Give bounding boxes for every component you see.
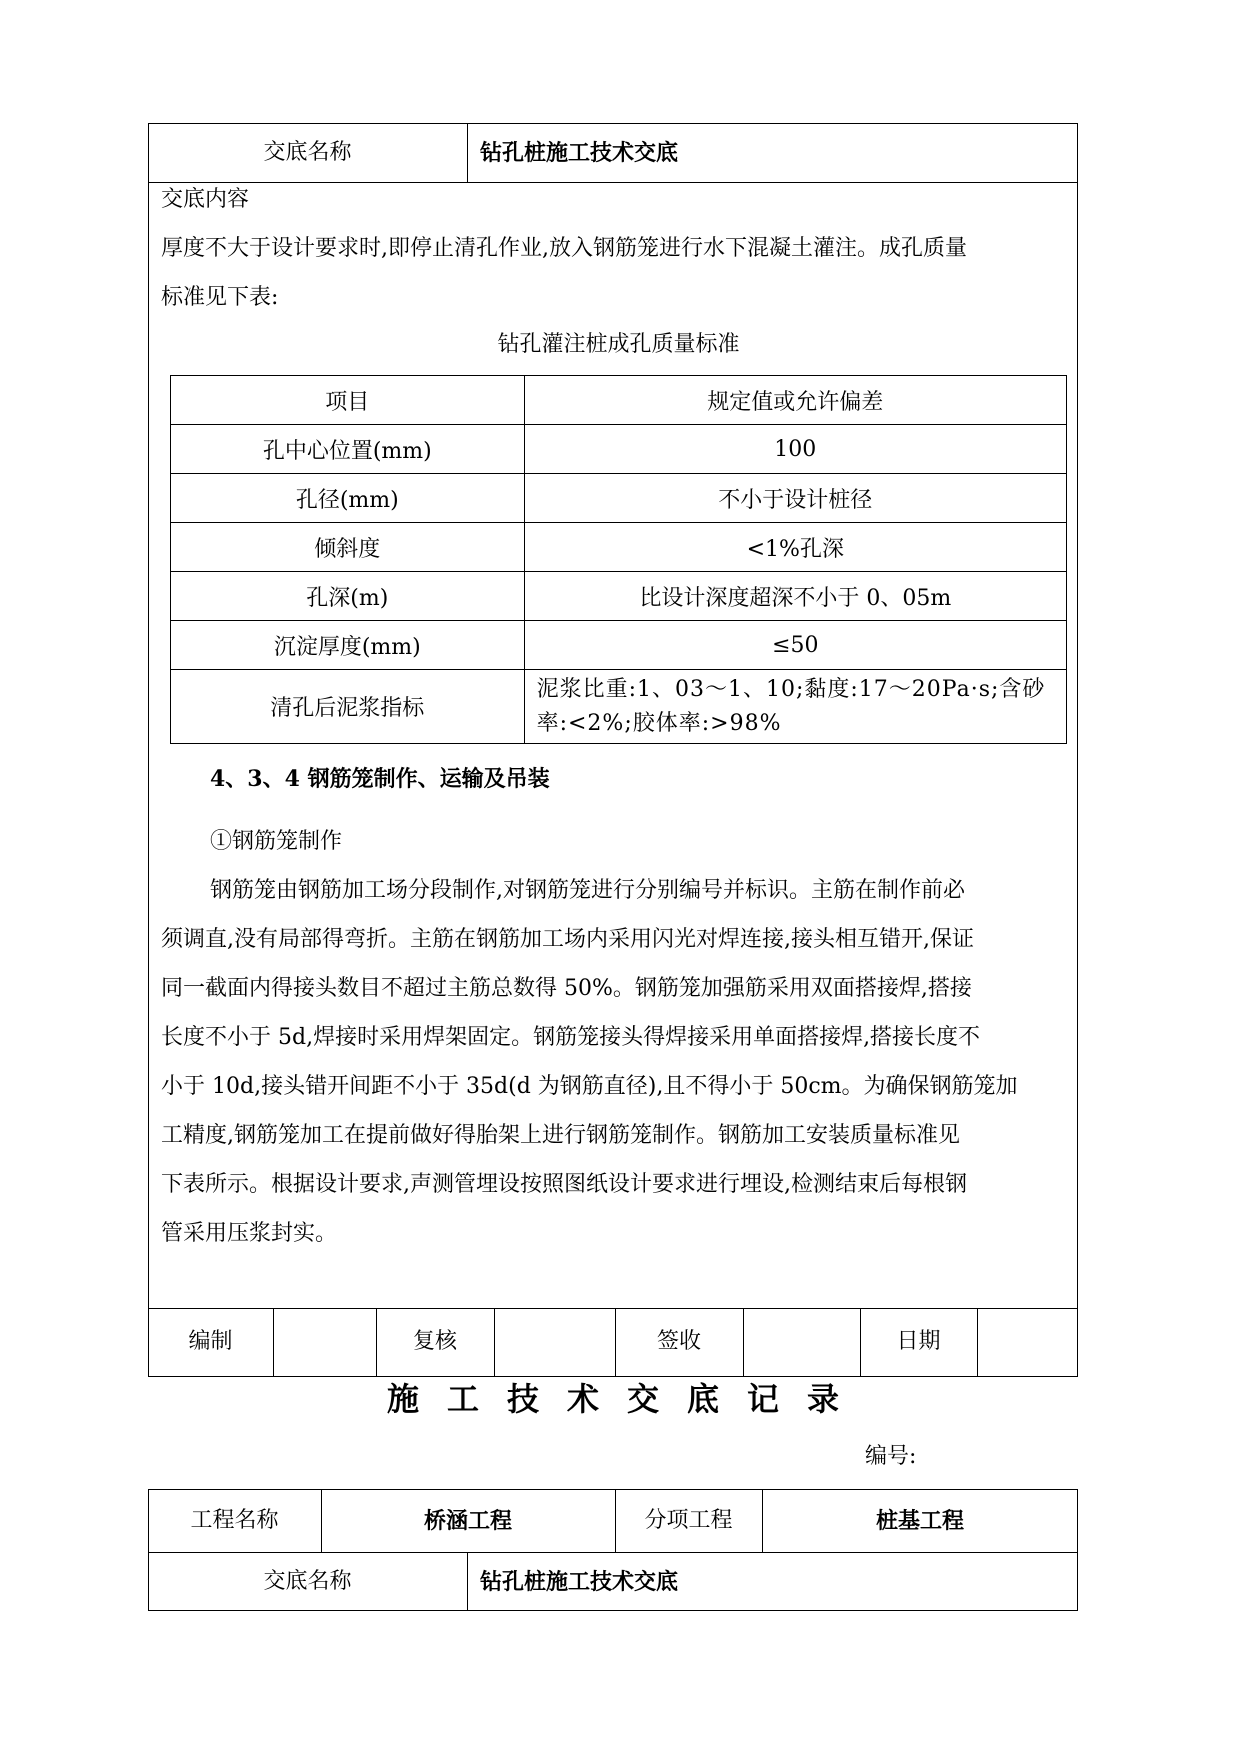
project-label: 工程名称 [190,1508,279,1533]
table-cell-value: ≤50 [524,621,1066,670]
col-header-item: 项目 [171,376,525,425]
col-header-value: 规定值或允许偏差 [524,376,1066,425]
project-value: 桥涵工程 [423,1508,512,1534]
body-line: 长度不小于 5d,焊接时采用焊架固定。钢筋笼接头得焊接采用单面搭接焊,搭接长度不 [161,1025,981,1050]
compile-signature-field[interactable] [274,1309,375,1376]
sheet2-row-divider [148,1552,1078,1553]
table-row [171,572,1067,621]
sheet2-name-label: 交底名称 [263,1569,352,1594]
quality-table-header-row [171,376,1067,425]
number-label: 编号: [865,1444,917,1469]
body-line: 管采用压浆封实。 [161,1221,338,1246]
sheet2-col-divider [467,1552,468,1611]
table-cell-value: 不小于设计桩径 [524,474,1066,523]
body-line: 钢筋笼由钢筋加工场分段制作,对钢筋笼进行分别编号并标识。主筋在制作前必 [210,878,965,903]
date-field[interactable] [978,1309,1077,1376]
receive-label: 签收 [656,1329,701,1354]
header-col-divider [467,123,468,182]
sheet1-name-value: 钻孔桩施工技术交底 [480,140,679,166]
table-cell-item: 倾斜度 [171,523,525,572]
sheet1-name-label: 交底名称 [263,140,352,165]
body-line: 下表所示。根据设计要求,声测管埋设按照图纸设计要求进行埋设,检测结束后每根钢 [161,1172,967,1197]
body-line: 小于 10d,接头错开间距不小于 35d(d 为钢筋直径),且不得小于 50cm。为确保钢筋笼加 [161,1074,1018,1099]
table-cell-value: 泥浆比重:1、03～1、10;黏度:17～20Pa·s;含砂率:<2%;胶体率:>98% [524,670,1066,744]
receive-signature-field[interactable] [744,1309,859,1376]
intro-line-2: 标准见下表: [161,285,279,310]
table-cell-value: 100 [524,425,1066,474]
table-cell-value: <1%孔深 [524,523,1066,572]
compile-label: 编制 [188,1329,233,1354]
table-cell-item: 清孔后泥浆指标 [171,670,525,744]
review-label: 复核 [412,1329,457,1354]
sub-heading: ①钢筋笼制作 [210,829,343,854]
table-row [171,621,1067,670]
content-label: 交底内容 [161,187,250,212]
body-line: 工精度,钢筋笼加工在提前做好得胎架上进行钢筋笼制作。钢筋加工安装质量标准见 [161,1123,960,1148]
quality-table [170,375,1067,744]
table-cell-item: 孔径(mm) [171,474,525,523]
table-cell-value: 比设计深度超深不小于 0、05m [524,572,1066,621]
section-heading: 4、3、4 钢筋笼制作、运输及吊装 [210,766,550,792]
table-row [171,474,1067,523]
intro-line-1: 厚度不大于设计要求时,即停止清孔作业,放入钢筋笼进行水下混凝土灌注。成孔质量 [161,236,967,261]
table-cell-item: 孔中心位置(mm) [171,425,525,474]
table-cell-item: 孔深(m) [171,572,525,621]
date-label: 日期 [896,1329,941,1354]
review-signature-field[interactable] [495,1309,614,1376]
subitem-label: 分项工程 [644,1508,733,1533]
table-row [171,523,1067,572]
header-divider [148,182,1078,183]
subitem-value: 桩基工程 [875,1508,964,1534]
sheet2-title: 施工技术交底记录 [386,1380,867,1418]
body-paragraph [161,866,1066,1258]
table-row [171,670,1067,744]
body-line: 同一截面内得接头数目不超过主筋总数得 50%。钢筋笼加强筋采用双面搭接焊,搭接 [161,976,972,1001]
sheet2-name-value: 钻孔桩施工技术交底 [480,1569,679,1595]
table-row [171,425,1067,474]
quality-table-title: 钻孔灌注桩成孔质量标准 [497,332,740,357]
table-cell-item: 沉淀厚度(mm) [171,621,525,670]
body-line: 须调直,没有局部得弯折。主筋在钢筋加工场内采用闪光对焊连接,接头相互错开,保证 [161,927,974,952]
